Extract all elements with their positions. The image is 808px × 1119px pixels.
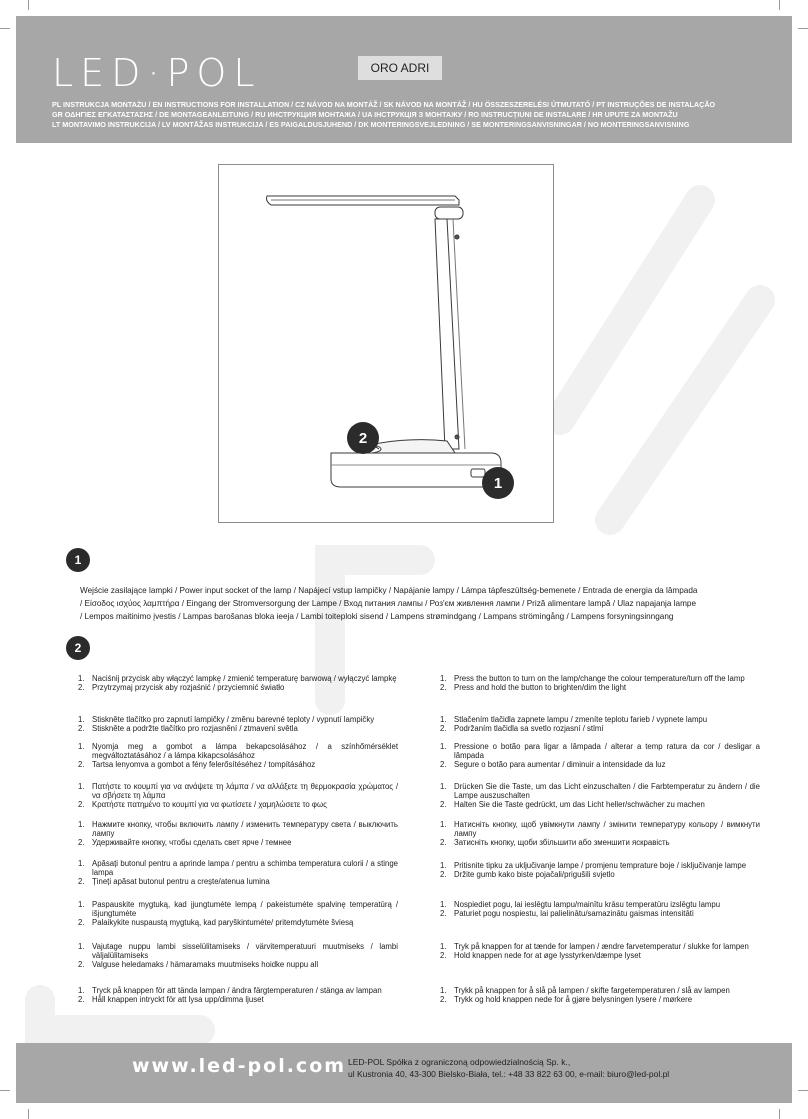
language-block — [78, 715, 398, 733]
language-block — [440, 942, 760, 960]
instruction-item: 2. Halten Sie die Taste gedrückt, um das Licht heller/schwächer zu machen — [440, 800, 705, 809]
callout-1-label: 1 — [493, 475, 503, 492]
instruction-item: 1. Paspauskite mygtuką, kad įjungtumėte lempą / pakeistumėte spalvinę temperatūrą / išjungtumėte — [78, 900, 398, 918]
language-block — [440, 861, 760, 879]
header-banner — [16, 16, 792, 143]
instruction-item: 1. Trykk på knappen for å slå på lampen / skifte fargetemperaturen / slå av lampen — [440, 986, 730, 995]
crop-mark — [28, 0, 29, 10]
crop-mark — [798, 1090, 808, 1091]
language-block — [78, 986, 398, 1004]
power-socket — [471, 469, 485, 477]
instruction-languages — [52, 100, 782, 130]
instruction-item: 2. Stiskněte a podržte tlačítko pro rozjasnění / ztmavení světla — [78, 724, 298, 733]
instruction-item: 2. Hold knappen nede for at øge lysstyrken/dæmpe lyset — [440, 951, 641, 960]
model-name: ORO ADRI — [358, 56, 442, 80]
instruction-item: 1. Stlačením tlačidla zapnete lampu / zmeníte teplotu farieb / vypnete lampu — [440, 715, 708, 724]
instruction-item: 1. Drücken Sie die Taste, um das Licht einzuschalten / die Farbtemperatur zu ändern / die Lampe auszuschalten — [440, 782, 760, 800]
instruction-item: 1. Naciśnij przycisk aby włączyć lampkę / zmienić temperaturę barwową / wyłączyć lampkę — [78, 674, 397, 683]
desk-lamp-illustration — [219, 165, 555, 524]
instruction-item: 1. Press the button to turn on the lamp/change the colour temperature/turn off the lamp — [440, 674, 745, 683]
instruction-item: 2. Tartsa lenyomva a gombot a fény felerősítéséhez / tompításához — [78, 760, 316, 769]
instruction-item: 2. Podržaním tlačidla sa svetlo rozjasní / stlmí — [440, 724, 604, 733]
language-block — [440, 900, 760, 918]
product-figure — [218, 164, 554, 523]
language-block — [440, 782, 760, 809]
language-block — [78, 674, 398, 692]
instruction-item: 1. Pritisnite tipku za uključivanje lampe / promjenu temprature boje / isključivanje lampe — [440, 861, 747, 870]
section-2-badge: 2 — [66, 636, 90, 660]
instruction-item: 2. Valguse heledamaks / hämaramaks muutmiseks hoidke nuppu all — [78, 960, 319, 969]
description-line: Wejście zasilające lampki / Power input socket of the lamp / Napájecí vstup lampičky / Napájanie lampy / Lámpa tápfeszültség-bemenete / Entrada de energia da lâmpada — [80, 586, 698, 595]
instruction-item: 2. Trykk og hold knappen nede for å gjøre belysningen lysere / mørkere — [440, 995, 693, 1004]
head-hinge — [435, 207, 463, 219]
crop-mark — [0, 1090, 10, 1091]
language-block — [440, 820, 760, 847]
language-block — [440, 742, 760, 769]
company-address: ul Kustronia 40, 43-300 Bielsko-Biała, tel.: +48 33 822 63 00, e-mail: biuro@led-pol.pl — [348, 1069, 670, 1079]
instruction-item: 2. Удерживайте кнопку, чтобы сделать свет ярче / темнее — [78, 838, 292, 847]
instruction-item: 1. Tryk på knappen for at tænde for lampen / ændre farvetemperatur / slukke for lampen — [440, 942, 749, 951]
instruction-item: 2. Segure o botão para aumentar / diminuir a intensidade da luz — [440, 760, 666, 769]
instruction-item: 1. Apăsați butonul pentru a aprinde lampa / pentru a schimba temperatura culorii / a stinge lampa — [78, 859, 398, 877]
crop-mark — [0, 28, 10, 29]
language-block — [440, 986, 760, 1004]
instruction-item: 1. Натисніть кнопку, щоб увімкнути лампу / змінити температуру кольору / вимкнути лампу — [440, 820, 760, 838]
section-1-badge: 1 — [66, 548, 90, 572]
instruction-item: 1. Nospiediet pogu, lai ieslēgtu lampu/mainītu krāsu temperatūru izslēgtu lampu — [440, 900, 721, 909]
instruction-item: 2. Paturiet pogu nospiestu, lai palielinātu/samazinātu gaismas intensitāti — [440, 909, 694, 918]
crop-mark — [779, 1109, 780, 1119]
website-link[interactable]: www.led-pol.com — [132, 1055, 347, 1077]
instruction-item: 2. Palaikykite nuspaustą mygtuką, kad paryškintumėte/ pritemdytumėte šviesą — [78, 918, 354, 927]
footer-banner — [16, 1043, 792, 1103]
language-block — [78, 782, 398, 809]
languages-line: GR ΟΔΗΓΙΕΣ ΕΓΚΑΤΑΣΤΑΣΗΣ / DE MONTAGEANLEITUNG / RU ИНСТРУКЦИЯ МОНТАЖА / UA ІНСТРУКЦІЯ З МОНТАЖУ / RO INSTRUCȚIUNI DE INSTALARE / HR UPUTE ZA MONTAŽU — [52, 110, 678, 119]
instruction-item: 2. Håll knappen intryckt för att lysa upp/dimma ljuset — [78, 995, 264, 1004]
description-line: / Είσοδος ισχύος λαμπτήρα / Eingang der Stromversorgung der Lampe / Вход питания лампы / Роз'єм живлення лампи / Priză alimentare lampă / Ulaz napajanja lampe — [80, 599, 696, 608]
language-block — [78, 900, 398, 927]
instruction-item: 1. Tryck på knappen för att tända lampan / ändra färgtemperaturen / stänga av lampan — [78, 986, 382, 995]
callout-2-label: 2 — [358, 430, 368, 447]
instruction-item: 2. Κρατήστε πατημένο το κουμπί για να φωτίσετε / χαμηλώσετε το φως — [78, 800, 327, 809]
language-block — [440, 674, 760, 692]
lamp-arm — [435, 219, 459, 449]
language-block — [78, 859, 398, 886]
crop-mark — [28, 1109, 29, 1119]
instruction-item: 2. Țineți apăsat butonul pentru a crește/atenua lumina — [78, 877, 270, 886]
instruction-item: 1. Нажмите кнопку, чтобы включить лампу / изменить температуру света / выключить лампу — [78, 820, 398, 838]
language-block — [78, 742, 398, 769]
instruction-item: 1. Πατήστε το κουμπί για να ανάψετε τη λάμπα / να αλλάξετε τη θερμοκρασία χρώματος / να σβήσετε τη λάμπα — [78, 782, 398, 800]
company-info — [348, 1056, 669, 1080]
instruction-item: 1. Vajutage nuppu lambi sisselülitamiseks / värvitemperatuuri muutmiseks / lambi väljalülitamiseks — [78, 942, 398, 960]
instruction-item: 2. Przytrzymaj przycisk aby rozjaśnić / przyciemnić światło — [78, 683, 285, 692]
description-line: / Lempos maitinimo įvestis / Lampas barošanas bloka ieeja / Lambi toiteploki sisend / Lampens strømindgang / Lampans strömingång / Lampens forsyningsinngang — [80, 612, 674, 621]
language-block — [440, 715, 760, 733]
crop-mark — [779, 0, 780, 10]
company-name: LED-POL Spółka z ograniczoną odpowiedzialnością Sp. k., — [348, 1057, 571, 1067]
instruction-item: 1. Stiskněte tlačítko pro zapnutí lampičky / změnu barevné teploty / vypnutí lampičky — [78, 715, 375, 724]
brand-logo: LED·POL — [52, 51, 262, 95]
language-block — [78, 942, 398, 969]
instruction-item: 2. Затисніть кнопку, щоби збільшити або зменшити яскравість — [440, 838, 670, 847]
instruction-item: 1. Nyomja meg a gombot a lámpa bekapcsolásához / a színhőmérséklet megváltoztatásához / a lámpa kikapcsolásához — [78, 742, 398, 760]
callout-1 — [482, 467, 514, 499]
languages-line: LT MONTAVIMO INSTRUKCIJA / LV MONTĀŽAS INSTRUKCIJA / ES PAIGALDUSJUHEND / DK MONTERINGSVEJLEDNING / SE MONTERINGSANVISNINGAR / NO MONTERINGSANVISNING — [52, 120, 690, 129]
callout-2 — [347, 422, 379, 454]
instruction-item: 1. Pressione o botão para ligar a lâmpada / alterar a temp ratura da cor / desligar a lâmpada — [440, 742, 760, 760]
instruction-item: 2. Press and hold the button to brighten/dim the light — [440, 683, 627, 692]
instruction-item: 2. Držite gumb kako biste pojačali/prigušili svjetlo — [440, 870, 615, 879]
section-1-description — [80, 584, 740, 623]
crop-mark — [798, 28, 808, 29]
language-block — [78, 820, 398, 847]
languages-line: PL INSTRUKCJA MONTAŻU / EN INSTRUCTIONS FOR INSTALLATION / CZ NÁVOD NA MONTÁŽ / SK NÁVOD NA MONTÁŽ / HU ÖSSZESZERELÉSI ÚTMUTATÓ / PT INSTRUÇÕES DE INSTALAÇÃO — [52, 100, 716, 109]
